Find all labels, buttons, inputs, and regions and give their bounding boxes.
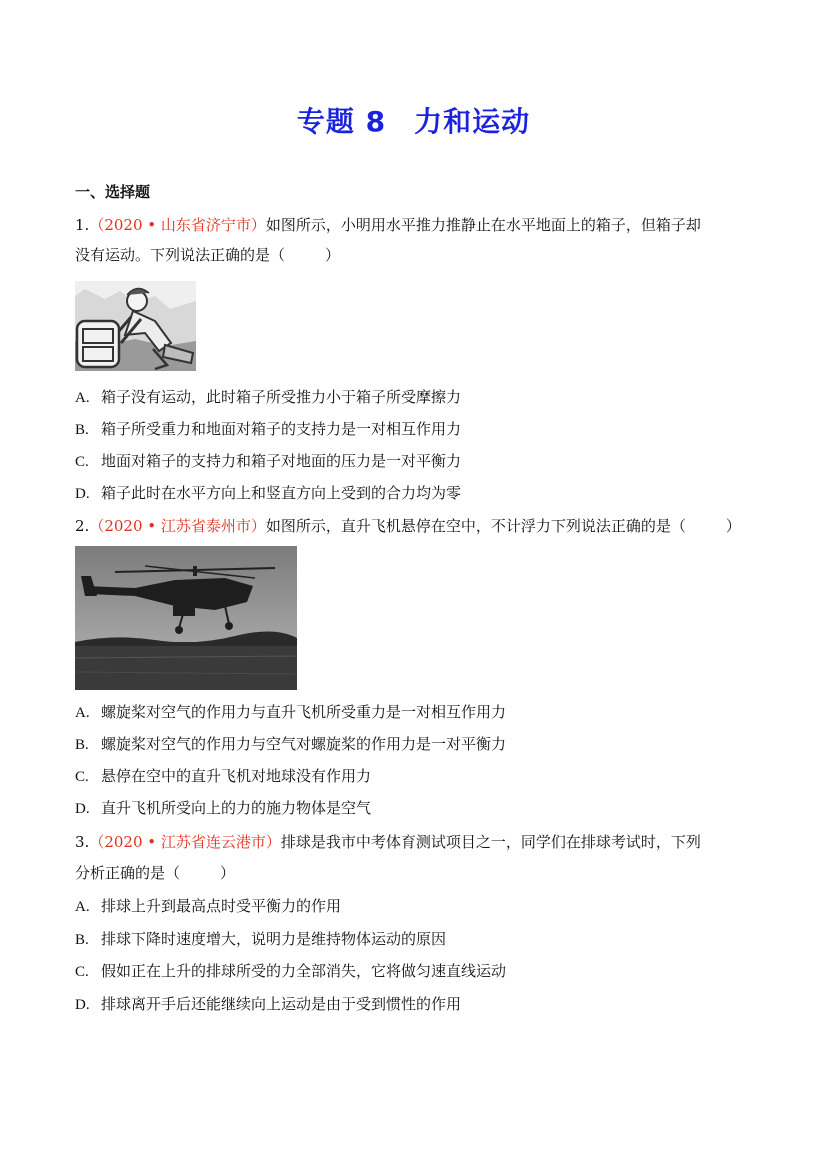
question-number: 1.: [75, 216, 90, 234]
section-heading: 一、选择题: [75, 183, 151, 201]
question-number: 3.: [75, 833, 90, 851]
question-2-option-d: D. 直升飞机所受向上的力的施力物体是空气: [75, 799, 372, 817]
question-number: 2.: [75, 517, 90, 535]
question-1-stem-line2: 没有运动。下列说法正确的是（ ）: [75, 246, 341, 264]
person-pushing-box-image: [75, 281, 196, 371]
hovering-helicopter-image: [75, 546, 297, 690]
question-2-stem-line1: 2.（2020 • 江苏省泰州市）如图所示，直升飞机悬停在空中，不计浮力下列说法正确的是（ ）: [75, 517, 741, 535]
question-2-option-a: A. 螺旋桨对空气的作用力与直升飞机所受重力是一对相互作用力: [75, 703, 507, 721]
question-1-option-c: C. 地面对箱子的支持力和箱子对地面的压力是一对平衡力: [75, 452, 462, 470]
question-1-option-d: D. 箱子此时在水平方向上和竖直方向上受到的合力均为零: [75, 484, 462, 502]
question-1-option-b: B. 箱子所受重力和地面对箱子的支持力是一对相互作用力: [75, 420, 462, 438]
title-main: 力和运动: [414, 105, 531, 138]
question-3-option-b: B. 排球下降时速度增大，说明力是维持物体运动的原因: [75, 930, 447, 948]
question-1-stem-line1: 1.（2020 • 山东省济宁市）如图所示，小明用水平推力推静止在水平地面上的箱子，但箱子却: [75, 216, 701, 234]
title-prefix: 专题 8: [296, 105, 387, 138]
question-source: （2020 • 江苏省泰州市）: [89, 517, 266, 535]
question-1-option-a: A. 箱子没有运动，此时箱子所受推力小于箱子所受摩擦力: [75, 388, 462, 406]
question-3-stem-line2: 分析正确的是（ ）: [75, 864, 236, 882]
question-3-option-d: D. 排球离开手后还能继续向上运动是由于受到惯性的作用: [75, 995, 462, 1013]
question-2-option-c: C. 悬停在空中的直升飞机对地球没有作用力: [75, 767, 372, 785]
page-title: [0, 100, 827, 140]
question-3-option-c: C. 假如正在上升的排球所受的力全部消失，它将做匀速直线运动: [75, 962, 507, 980]
question-3-stem-line1: 3.（2020 • 江苏省连云港市）排球是我市中考体育测试项目之一，同学们在排球考试时，下列: [75, 833, 701, 851]
question-3-option-a: A. 排球上升到最高点时受平衡力的作用: [75, 897, 342, 915]
question-source: （2020 • 山东省济宁市）: [89, 216, 266, 234]
question-source: （2020 • 江苏省连云港市）: [89, 833, 281, 851]
question-2-option-b: B. 螺旋桨对空气的作用力与空气对螺旋桨的作用力是一对平衡力: [75, 735, 507, 753]
